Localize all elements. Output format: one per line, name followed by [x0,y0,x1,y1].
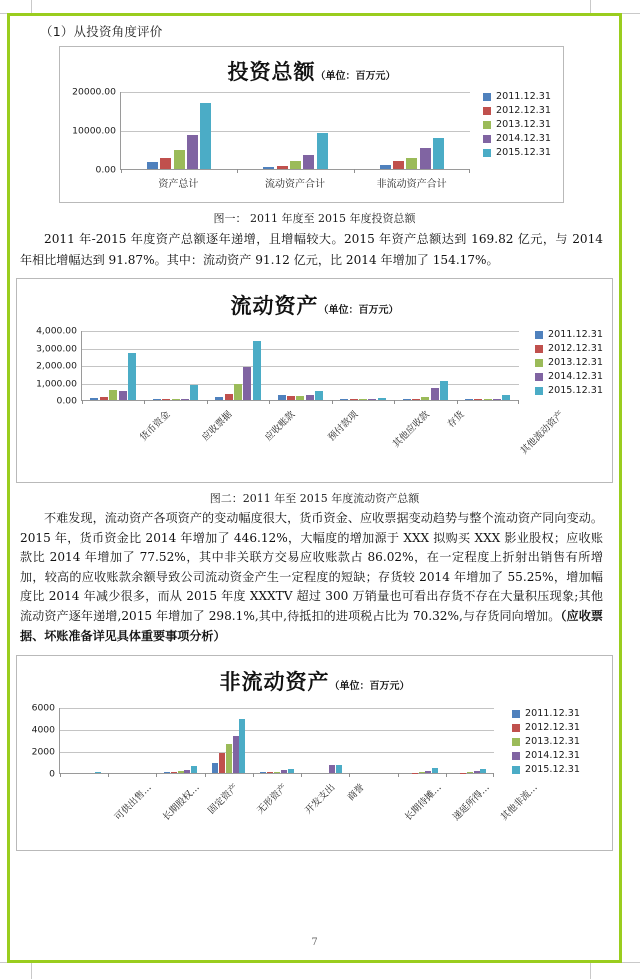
y-axis-tick-label: 4000 [31,724,55,736]
bar-group [121,92,237,169]
bar[interactable] [303,155,314,169]
crop-mark-left-bottom [0,962,7,963]
page-number: 7 [311,937,318,948]
y-axis-tick-label: 1,000.00 [36,378,77,389]
x-axis-label: 存货 [445,409,467,431]
chart-current-assets [16,278,613,483]
crop-mark-bottom-right [590,963,591,979]
chart3-title: 非流动资产（单位：百万元） [219,669,410,695]
bar[interactable] [420,148,431,169]
bar[interactable] [119,391,127,400]
bar-group [457,331,519,400]
y-axis-tick-label: 4,000.00 [36,325,77,337]
bar[interactable] [162,399,170,400]
legend-swatch-icon [512,738,520,746]
bar[interactable] [212,763,218,773]
x-axis-label: 固定资产 [206,782,241,817]
bar[interactable] [164,772,170,773]
chart1-plot-area [60,86,480,176]
legend-swatch-icon [535,359,543,367]
bar-group [237,92,353,169]
legend-item[interactable] [483,133,551,144]
bar[interactable] [493,399,501,400]
crop-mark-top-right [590,0,591,13]
chart1-plot [120,92,470,170]
paragraph-1: 2011 年-2015 年度资产总额逐年递增，且增幅较大。2015 年资产总额达到 169.82 亿元，与 2014 年相比增幅达到 91.87%。其中：流动资产 91.12 亿元，比 2014 年增加了 154.17%。 [20,232,603,267]
bar[interactable] [226,744,232,773]
legend-swatch-icon [483,107,491,115]
bar[interactable] [219,753,225,773]
y-axis-tick-label: 0.00 [95,164,116,176]
x-axis-tick [469,169,470,173]
bar[interactable] [191,766,197,773]
bar[interactable] [380,165,391,169]
x-axis-label: 货币资金 [137,409,173,444]
legend-item-label: 2012.12.31 [548,343,603,354]
legend-item[interactable] [512,764,580,775]
bar-group [60,708,108,773]
bar-group [398,708,446,773]
bar[interactable] [109,390,117,400]
y-axis-tick-label: 6000 [31,702,55,714]
legend-swatch-icon [535,373,543,381]
x-axis-label: 商誉 [345,782,368,804]
bar-group [354,92,470,169]
bar[interactable] [95,772,101,773]
legend-item-label: 2012.12.31 [496,105,551,116]
y-axis-tick-label: 0 [49,768,55,780]
legend-item[interactable] [483,105,551,116]
crop-mark-top-left [31,0,32,13]
bar[interactable] [90,398,98,400]
bar[interactable] [263,167,274,169]
x-axis-label: 递延所得… [450,782,492,824]
chart2-plot [81,331,519,401]
bar[interactable] [480,769,486,774]
bar[interactable] [274,772,280,773]
legend-item[interactable] [535,329,603,340]
x-axis-label: 其他应收款 [390,409,432,451]
bar[interactable] [474,771,480,773]
bar[interactable] [406,158,417,169]
legend-item[interactable] [535,343,603,354]
y-axis-tick-label: 2000 [31,746,55,758]
legend-item-label: 2011.12.31 [496,91,551,102]
figure1-caption: 图一： 2011 年度至 2015 年度投资总额 [213,212,416,225]
bar[interactable] [340,399,348,400]
legend-item-label: 2013.12.31 [525,736,580,748]
bar[interactable] [190,385,198,400]
bar-group [394,331,456,400]
bar[interactable] [184,770,190,774]
bar[interactable] [153,399,161,400]
bar-groups [60,708,494,773]
bar[interactable] [432,768,438,773]
legend-item[interactable] [483,119,551,130]
y-axis-tick-label: 20000.00 [72,86,116,98]
legend-item-label: 2015.12.31 [496,147,551,158]
bar[interactable] [412,773,418,774]
chart2-plot-area [17,325,525,407]
legend-item[interactable] [512,708,580,719]
bar[interactable] [484,399,492,400]
bar[interactable] [288,769,294,773]
paragraph-2-bold: （应收票据、坏账准备详见具体重要事项分析） [20,608,603,643]
bar[interactable] [253,341,261,400]
x-axis-label: 长期待摊… [402,782,444,824]
paragraph-2-plain: 不难发现，流动资产各项资产的变动幅度很大，货币资金、应收票据变动趋势与整个流动资产同向变动。2015 年，货币资金比 2014 年增加了 446.12%，大幅度的增加源于 XXX 拟购买 XXX 影业股权；应收账款比 2014 年增加了 77.52%，其中非关联方交易应收账款占 86.02%，在一定程度上折射出销售有所增加，较高的应收账款余额导致公司流动资金产生一定程度的短缺；存货较 2014 年增加了 55.25%，增加幅度比 2014 年减少很多，而从 2015 年度 XXXTV 超过 300 万销量也可看出存货不存在大量积压现象;其他流动资产逐年递增,2015 年增加了 298.1%,其中,待抵扣的进项税占比为 70.32%,与存货同向增加。 [20,511,603,623]
bar[interactable] [215,397,223,400]
legend-item-label: 2013.12.31 [548,357,603,368]
bar[interactable] [431,388,439,400]
bar[interactable] [290,161,301,169]
legend-item[interactable] [535,385,603,396]
x-axis-label: 长期股权… [160,782,202,824]
bar[interactable] [317,133,328,169]
bar-group [156,708,204,773]
bar[interactable] [174,150,185,169]
bar[interactable] [277,166,288,169]
x-axis-label: 预付款项 [325,409,360,444]
bar[interactable] [100,397,108,400]
legend-item-label: 2011.12.31 [548,329,603,340]
bar[interactable] [329,765,335,773]
legend-swatch-icon [483,135,491,143]
chart2-y-axis [17,325,81,407]
legend-item[interactable] [483,147,551,158]
chart3-legend [512,708,580,778]
y-axis-tick-label: 3,000.00 [36,343,77,354]
bar[interactable] [187,135,198,170]
bar[interactable] [160,158,171,169]
legend-swatch-icon [512,724,520,732]
crop-mark-left-top [0,13,7,14]
legend-item-label: 2015.12.31 [548,385,603,396]
bar[interactable] [306,395,314,400]
bar[interactable] [403,399,411,400]
legend-swatch-icon [512,710,520,718]
crop-mark-right-top [622,13,640,14]
x-axis-label: 其他非流… [499,782,541,824]
legend-swatch-icon [535,345,543,353]
chart1-title: 投资总额（单位：百万元） [227,59,396,84]
bar[interactable] [278,395,286,400]
chart1-legend [483,91,551,161]
legend-swatch-icon [483,149,491,157]
bar[interactable] [234,384,242,400]
legend-item[interactable] [535,371,603,382]
section-heading: （1）从投资角度评价 [40,24,163,39]
legend-item-label: 2015.12.31 [525,764,580,776]
bar-group [269,331,331,400]
bar[interactable] [233,736,239,773]
bar[interactable] [419,772,425,773]
figure2-caption: 图二：2011 年至 2015 年度流动资产总额 [209,492,420,505]
bar[interactable] [465,399,473,400]
x-axis-tick [354,169,355,173]
bar-group [144,331,206,400]
y-axis-tick-label: 0.00 [56,395,77,407]
bar-group [349,708,397,773]
x-axis-label: 无形资产 [254,782,290,817]
legend-swatch-icon [535,387,543,395]
y-axis-tick-label: 10000.00 [72,125,116,137]
bar[interactable] [359,399,367,400]
chart2-title: 流动资产（单位：百万元） [230,293,399,318]
y-axis-tick-label: 2,000.00 [36,360,77,372]
bar-group [332,331,394,400]
bar-group [446,708,494,773]
bar[interactable] [393,161,404,169]
legend-item-label: 2014.12.31 [496,133,551,144]
chart2-x-labels [81,403,567,473]
bar[interactable] [315,391,323,400]
bar[interactable] [474,399,482,400]
chart-noncurrent-assets [16,655,613,851]
chart3-plot [59,708,494,774]
chart2-legend [535,329,603,399]
bar[interactable] [181,399,189,400]
bar-groups [82,331,519,400]
page-content [16,22,613,954]
x-axis-label: 流动资产合计 [265,179,325,190]
bar[interactable] [412,399,420,400]
legend-item-label: 2014.12.31 [548,371,603,382]
x-axis-label: 开发支出 [303,782,338,817]
crop-mark-bottom-left [31,963,32,979]
bar-groups [121,92,470,169]
bar[interactable] [425,771,431,773]
legend-item[interactable] [512,750,580,761]
x-axis-tick [121,169,122,173]
bar[interactable] [178,771,184,773]
bar[interactable] [287,396,295,400]
bar[interactable] [336,765,342,773]
bar-group [207,331,269,400]
legend-item[interactable] [483,91,551,102]
x-axis-label: 应收账款 [263,409,298,444]
crop-mark-right-bottom [622,962,640,963]
x-axis-label: 应收票据 [200,409,235,444]
bar[interactable] [350,399,358,400]
bar[interactable] [128,353,136,400]
paragraph-2 [20,509,603,646]
x-axis-label: 资产总计 [158,179,199,190]
legend-item-label: 2011.12.31 [525,708,580,720]
chart3-plot-area [17,702,502,780]
bar-group [301,708,349,773]
chart3-x-labels [59,776,541,842]
legend-swatch-icon [535,331,543,339]
bar[interactable] [378,398,386,400]
legend-swatch-icon [483,121,491,129]
bar[interactable] [267,772,273,773]
x-axis-label: 非流动资产合计 [376,179,447,190]
bar[interactable] [296,396,304,400]
x-axis-label: 可供出售… [112,782,154,824]
legend-swatch-icon [512,766,520,774]
bar[interactable] [171,772,177,773]
x-axis-tick [237,169,238,173]
bar[interactable] [368,399,376,400]
bar-group [253,708,301,773]
chart3-y-axis [17,702,59,780]
bar[interactable] [243,367,251,400]
chart1-x-labels [120,175,470,190]
legend-swatch-icon [483,93,491,101]
legend-item-label: 2014.12.31 [525,750,580,762]
bar[interactable] [433,138,444,169]
bar[interactable] [225,394,233,400]
bar-group [205,708,253,773]
bar-group [82,331,144,400]
chart1-y-axis [60,86,120,176]
bar[interactable] [172,399,180,400]
bar[interactable] [239,719,245,773]
legend-item[interactable] [512,736,580,747]
bar-group [108,708,156,773]
bar[interactable] [421,397,429,400]
bar[interactable] [147,162,158,169]
legend-item[interactable] [512,722,580,733]
chart-investment-total [59,46,564,203]
bar[interactable] [260,772,266,773]
bar[interactable] [200,103,211,169]
bar[interactable] [440,381,448,400]
bar[interactable] [281,770,287,773]
bar[interactable] [502,395,510,400]
x-axis-label: 其他流动资产 [518,409,567,457]
legend-swatch-icon [512,752,520,760]
legend-item[interactable] [535,357,603,368]
bar[interactable] [467,772,473,773]
legend-item-label: 2013.12.31 [496,119,551,130]
legend-item-label: 2012.12.31 [525,722,580,734]
